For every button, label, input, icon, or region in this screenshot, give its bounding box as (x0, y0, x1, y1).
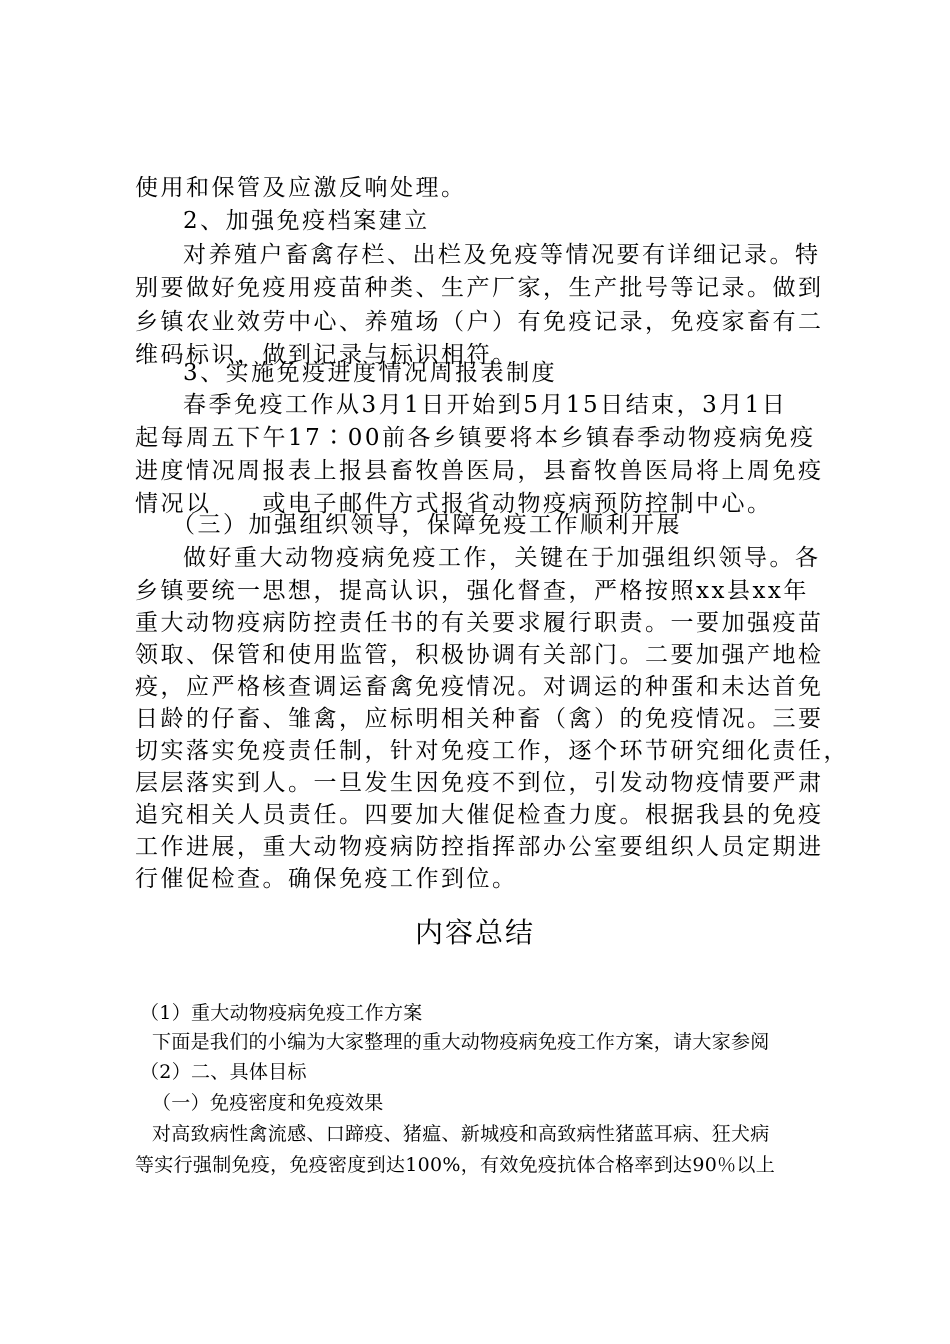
body-line: 工作进展，重大动物疫病防控指挥部办公室要组织人员定期进 (135, 834, 824, 860)
body-line: 追究相关人员责任。四要加大催促检查力度。根据我县的免疫 (135, 802, 824, 828)
body-line: 使用和保管及应激反响处理。 (135, 175, 467, 201)
body-line: 起每周五下午17∶00前各乡镇要将本乡镇春季动物疫病免疫 (135, 425, 816, 451)
body-line: 做好重大动物疫病免疫工作，关键在于加强组织领导。各 (183, 545, 821, 571)
body-line: 乡镇要统一思想，提高认识，强化督查，严格按照xx县xx年 (135, 578, 809, 604)
body-line: 进度情况周报表上报县畜牧兽医局，县畜牧兽医局将上周免疫 (135, 458, 824, 484)
summary-line: （一）免疫密度和免疫效果 (152, 1092, 384, 1114)
section-heading: 2、加强免疫档案建立 (183, 208, 430, 234)
summary-line: （1）重大动物疫病免疫工作方案 (140, 1002, 423, 1024)
summary-title: 内容总结 (414, 916, 535, 949)
body-line: 对养殖户畜禽存栏、出栏及免疫等情况要有详细记录。特 (183, 242, 821, 268)
summary-line: 下面是我们的小编为大家整理的重大动物疫病免疫工作方案，请大家参阅 (152, 1031, 770, 1053)
body-line: 领取、保管和使用监管，积极协调有关部门。二要加强产地检 (135, 642, 824, 668)
body-line: 疫，应严格核查调运畜禽免疫情况。对调运的种蛋和未达首免 (135, 674, 824, 700)
summary-line: （2）二、具体目标 (140, 1061, 307, 1083)
body-line: 行催促检查。确保免疫工作到位。 (135, 866, 518, 892)
body-line: 日龄的仔畜、雏禽，应标明相关种畜（禽）的免疫情况。三要 (135, 706, 824, 732)
body-line: 情况以 或电子邮件方式报省动物疫病预防控制中心。 (135, 491, 773, 517)
body-line: 春季免疫工作从3月1日开始到5月15日结束，3月1日 (183, 392, 788, 418)
summary-line: 对高致病性禽流感、口蹄疫、猪瘟、新城疫和高致病性猪蓝耳病、狂犬病 (152, 1123, 770, 1145)
summary-line: 等实行强制免疫，免疫密度到达100%，有效免疫抗体合格率到达90％以上 (135, 1154, 775, 1176)
section-heading: （三）加强组织领导，保障免疫工作顺利开展 (172, 512, 682, 538)
body-line: 乡镇农业效劳中心、养殖场（户）有免疫记录，免疫家畜有二 (135, 309, 824, 335)
body-line: 重大动物疫病防控责任书的有关要求履行职责。一要加强疫苗 (135, 610, 824, 636)
section-heading: 3、实施免疫进度情况周报表制度 (183, 360, 558, 386)
body-line: 别要做好免疫用疫苗种类、生产厂家，生产批号等记录。做到 (135, 275, 824, 301)
body-line: 层层落实到人。一旦发生因免疫不到位，引发动物疫情要严肃 (135, 770, 824, 796)
body-line: 维码标识，做到记录与标识相符。 (135, 342, 518, 368)
body-line: 切实落实免疫责任制，针对免疫工作，逐个环节研究细化责任， (135, 738, 849, 764)
